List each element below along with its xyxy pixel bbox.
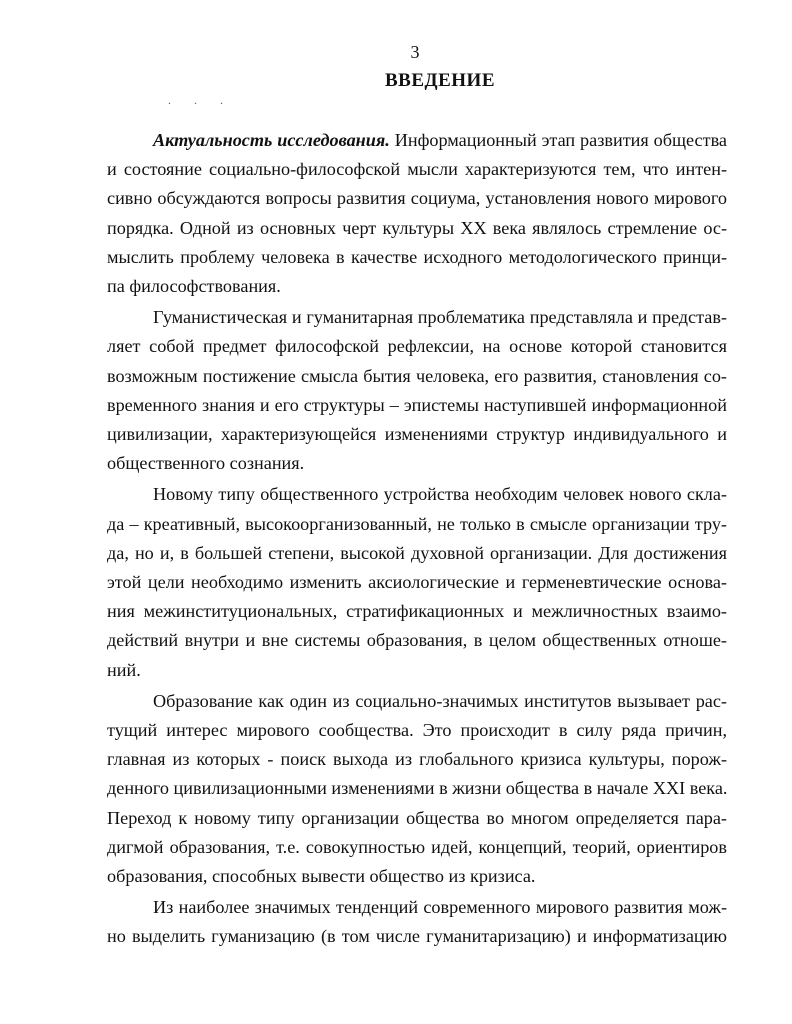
paragraph-trends xyxy=(107,893,727,951)
text-line: да, но и, в большей степени, высокой духовной организации. Для достижения xyxy=(107,542,727,563)
text-line: ния межинституциональных, стратификационных и межличностных взаимо- xyxy=(107,601,727,622)
paragraph-education xyxy=(107,687,727,891)
text-line: ний. xyxy=(107,659,141,680)
paragraph-relevance xyxy=(107,126,727,301)
text-line: действий внутри и вне системы образования, в целом общественных отноше- xyxy=(107,630,727,651)
text-line: главная из которых - поиск выхода из глобального кризиса культуры, порож- xyxy=(107,749,727,770)
text-line: Из наиболее значимых тенденций современного мирового развития мож- xyxy=(153,897,727,918)
paragraph-new-human xyxy=(107,480,727,684)
text-line: временного знания и его структуры – эпистемы наступившей информационной xyxy=(107,394,727,415)
text-line: денного цивилизационными изменениями в жизни общества в начале XXI века. xyxy=(107,778,728,799)
text-line: дигмой образования, т.е. совокупностью идей, концепций, теорий, ориентиров xyxy=(107,836,727,857)
text-line: образования, способных вывести общество из кризиса. xyxy=(107,866,536,887)
text-line: общественного сознания. xyxy=(107,453,305,474)
paragraph-humanism xyxy=(107,303,727,478)
text-line: цивилизации, характеризующейся изменениями структур индивидуального и xyxy=(107,424,727,445)
main-text xyxy=(107,126,727,952)
page-title: ВВЕДЕНИЕ xyxy=(385,70,495,91)
text-line: этой цели необходимо изменить аксиологические и герменевтические основа- xyxy=(107,572,727,593)
text-line: но выделить гуманизацию (в том числе гуманитаризацию) и информатизацию xyxy=(107,926,727,947)
text-line: мыслить проблему человека в качестве исходного методологического принци- xyxy=(107,246,727,267)
text-line: ляет собой предмет философской рефлексии, на основе которой становится xyxy=(107,336,727,357)
text-line: возможным постижение смысла бытия человека, его развития, становления со- xyxy=(107,365,727,386)
text-line: Гуманистическая и гуманитарная проблематика представляла и представ- xyxy=(153,307,727,328)
text-line: тущий интерес мирового сообщества. Это происходит в силу ряда причин, xyxy=(107,720,727,741)
text-line: Новому типу общественного устройства необходим человек нового скла- xyxy=(153,484,727,505)
section-lead: Актуальность исследования. xyxy=(153,130,390,150)
text-line: сивно обсуждаются вопросы развития социума, установления нового мирового xyxy=(107,188,727,209)
text-line: Образование как один из социально-значимых институтов вызывает рас- xyxy=(153,690,727,711)
text-line: па философствования. xyxy=(107,276,281,297)
text-line: Актуальность исследования. Информационный этап развития общества xyxy=(153,130,727,150)
text-line: порядка. Одной из основных черт культуры XX века являлось стремление ос- xyxy=(107,217,727,238)
text-line: и состояние социально-философской мысли характеризуются тем, что интен- xyxy=(107,159,727,180)
text-line: да – креативный, высокоорганизованный, не только в смысле организации тру- xyxy=(107,513,727,534)
page-number: 3 xyxy=(410,42,420,62)
scan-marks: . . . xyxy=(168,93,233,107)
text-line: Переход к новому типу организации общества во многом определяется пара- xyxy=(107,807,727,828)
